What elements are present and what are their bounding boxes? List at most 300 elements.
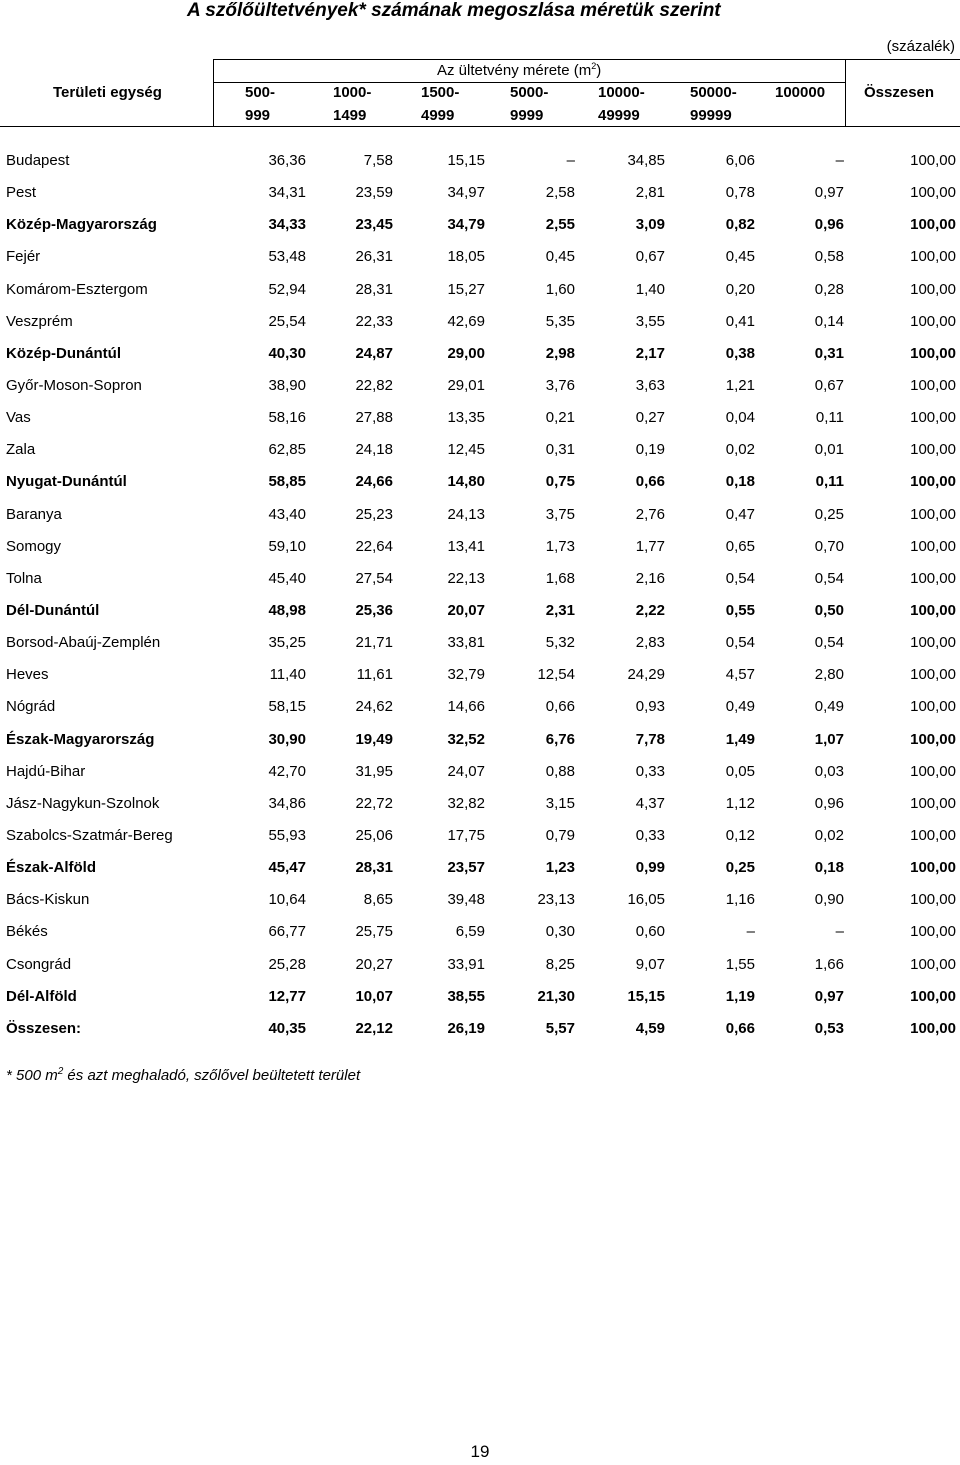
total-cell: 100,00 — [910, 216, 956, 233]
header-top-rule — [213, 59, 960, 60]
table-row — [0, 859, 960, 891]
value-cell: 58,16 — [268, 409, 306, 426]
page-title: A szőlőültetvények* számának megoszlása méretük szerint — [187, 0, 721, 21]
value-cell: 0,41 — [725, 313, 755, 330]
value-cell: 2,58 — [545, 184, 575, 201]
value-cell: 0,60 — [635, 923, 665, 940]
value-cell: 6,76 — [545, 731, 575, 748]
region-name: Komárom-Esztergom — [6, 281, 148, 298]
header-left-rule — [213, 59, 214, 126]
value-cell: 0,03 — [814, 763, 844, 780]
value-cell: 0,96 — [814, 795, 844, 812]
table-row — [0, 891, 960, 923]
total-cell: 100,00 — [910, 731, 956, 748]
value-cell: 23,57 — [447, 859, 485, 876]
value-cell: 0,65 — [725, 538, 755, 555]
value-cell: 1,40 — [635, 281, 665, 298]
value-cell: 24,29 — [627, 666, 665, 683]
value-cell: 35,25 — [268, 634, 306, 651]
value-cell: 0,55 — [725, 602, 755, 619]
value-cell: 24,07 — [447, 763, 485, 780]
value-cell: 0,02 — [814, 827, 844, 844]
total-cell: 100,00 — [910, 988, 956, 1005]
value-cell: 2,81 — [635, 184, 665, 201]
value-cell: 27,88 — [355, 409, 393, 426]
value-cell: 58,85 — [268, 473, 306, 490]
table-row — [0, 281, 960, 313]
value-cell: 0,18 — [725, 473, 755, 490]
value-cell: 1,49 — [725, 731, 755, 748]
value-cell: 30,90 — [268, 731, 306, 748]
value-cell: 0,96 — [814, 216, 844, 233]
table-row — [0, 506, 960, 538]
value-cell: 0,66 — [545, 698, 575, 715]
value-cell: 34,97 — [447, 184, 485, 201]
table-row — [0, 763, 960, 795]
table-row — [0, 409, 960, 441]
value-cell: 0,99 — [635, 859, 665, 876]
value-cell: 3,76 — [545, 377, 575, 394]
value-cell: 0,20 — [725, 281, 755, 298]
value-cell: 33,81 — [447, 634, 485, 651]
size-column-header-bottom: 49999 — [598, 107, 640, 124]
value-cell: 29,00 — [447, 345, 485, 362]
region-name: Pest — [6, 184, 37, 201]
size-column-header-bottom: 99999 — [690, 107, 732, 124]
value-cell: 45,40 — [268, 570, 306, 587]
total-cell: 100,00 — [910, 923, 956, 940]
region-name: Heves — [6, 666, 49, 683]
value-cell: 48,98 — [268, 602, 306, 619]
value-cell: 33,91 — [447, 956, 485, 973]
value-cell: 0,33 — [635, 763, 665, 780]
value-cell: 2,22 — [635, 602, 665, 619]
total-cell: 100,00 — [910, 441, 956, 458]
value-cell: 16,05 — [627, 891, 665, 908]
value-cell: 2,98 — [545, 345, 575, 362]
value-cell: 0,70 — [814, 538, 844, 555]
value-cell: 3,55 — [635, 313, 665, 330]
region-name: Hajdú-Bihar — [6, 763, 86, 780]
value-cell: 24,87 — [355, 345, 393, 362]
value-cell: 0,93 — [635, 698, 665, 715]
value-cell: 22,13 — [447, 570, 485, 587]
value-cell: 6,59 — [455, 923, 485, 940]
value-cell: 3,63 — [635, 377, 665, 394]
value-cell: 20,27 — [355, 956, 393, 973]
value-cell: 24,66 — [355, 473, 393, 490]
table-row — [0, 473, 960, 505]
value-cell: 29,01 — [447, 377, 485, 394]
value-cell: 1,12 — [725, 795, 755, 812]
value-cell: 40,30 — [268, 345, 306, 362]
value-cell: 22,12 — [355, 1020, 393, 1037]
value-cell: 31,95 — [355, 763, 393, 780]
value-cell: 0,50 — [814, 602, 844, 619]
value-cell: 13,35 — [447, 409, 485, 426]
region-name: Bács-Kiskun — [6, 891, 90, 908]
value-cell: 10,07 — [355, 988, 393, 1005]
value-cell: 0,38 — [725, 345, 755, 362]
size-column-header-bottom: 999 — [245, 107, 271, 124]
total-cell: 100,00 — [910, 827, 956, 844]
value-cell: – — [835, 152, 844, 169]
value-cell: 0,33 — [635, 827, 665, 844]
region-name: Dél-Alföld — [6, 988, 77, 1005]
value-cell: 14,80 — [447, 473, 485, 490]
value-cell: – — [746, 923, 755, 940]
total-cell: 100,00 — [910, 763, 956, 780]
value-cell: 25,28 — [268, 956, 306, 973]
region-name: Baranya — [6, 506, 62, 523]
value-cell: 0,66 — [725, 1020, 755, 1037]
value-cell: 25,36 — [355, 602, 393, 619]
value-cell: 0,54 — [725, 570, 755, 587]
value-cell: 58,15 — [268, 698, 306, 715]
value-cell: 2,31 — [545, 602, 575, 619]
total-cell: 100,00 — [910, 570, 956, 587]
value-cell: 23,13 — [537, 891, 575, 908]
value-cell: 0,11 — [815, 409, 844, 426]
value-cell: 12,54 — [537, 666, 575, 683]
value-cell: 9,07 — [635, 956, 665, 973]
total-cell: 100,00 — [910, 634, 956, 651]
value-cell: 0,27 — [635, 409, 665, 426]
value-cell: 0,45 — [545, 248, 575, 265]
value-cell: 62,85 — [268, 441, 306, 458]
table-row — [0, 923, 960, 955]
value-cell: 15,27 — [447, 281, 485, 298]
value-cell: 0,90 — [814, 891, 844, 908]
region-name: Nógrád — [6, 698, 56, 715]
header-mid-rule — [213, 82, 845, 83]
table-row — [0, 698, 960, 730]
table-row — [0, 731, 960, 763]
table-row — [0, 795, 960, 827]
value-cell: 0,49 — [725, 698, 755, 715]
value-cell: 1,23 — [545, 859, 575, 876]
value-cell: 0,58 — [814, 248, 844, 265]
value-cell: 2,17 — [635, 345, 665, 362]
value-cell: 0,75 — [545, 473, 575, 490]
value-cell: 38,90 — [268, 377, 306, 394]
total-cell: 100,00 — [910, 795, 956, 812]
header-bottom-rule — [0, 126, 960, 127]
value-cell: 14,66 — [447, 698, 485, 715]
value-cell: 1,60 — [545, 281, 575, 298]
table-row — [0, 602, 960, 634]
value-cell: 4,57 — [725, 666, 755, 683]
table-row — [0, 570, 960, 602]
value-cell: 23,45 — [355, 216, 393, 233]
value-cell: 0,78 — [725, 184, 755, 201]
size-column-header-top: 10000- — [598, 84, 645, 101]
total-cell: 100,00 — [910, 281, 956, 298]
value-cell: 0,14 — [814, 313, 844, 330]
table-row — [0, 1020, 960, 1052]
value-cell: 0,67 — [814, 377, 844, 394]
region-name: Észak-Magyarország — [6, 731, 155, 748]
table-row — [0, 956, 960, 988]
value-cell: 0,25 — [814, 506, 844, 523]
region-name: Szabolcs-Szatmár-Bereg — [6, 827, 173, 844]
value-cell: 4,59 — [635, 1020, 665, 1037]
size-column-header-top: 500- — [245, 84, 276, 101]
value-cell: 40,35 — [268, 1020, 306, 1037]
value-cell: 0,04 — [725, 409, 755, 426]
value-cell: 53,48 — [268, 248, 306, 265]
total-cell: 100,00 — [910, 409, 956, 426]
value-cell: 7,58 — [363, 152, 393, 169]
value-cell: 0,30 — [545, 923, 575, 940]
value-cell: 22,64 — [355, 538, 393, 555]
value-cell: 0,79 — [545, 827, 575, 844]
table-row — [0, 538, 960, 570]
value-cell: 11,40 — [269, 666, 306, 683]
table-row — [0, 345, 960, 377]
value-cell: 12,77 — [268, 988, 306, 1005]
value-cell: 1,07 — [814, 731, 844, 748]
total-cell: 100,00 — [910, 538, 956, 555]
value-cell: 0,11 — [815, 473, 844, 490]
value-cell: 2,16 — [635, 570, 665, 587]
value-cell: 43,40 — [268, 506, 306, 523]
region-name: Zala — [6, 441, 36, 458]
region-name: Budapest — [6, 152, 70, 169]
total-cell: 100,00 — [910, 891, 956, 908]
value-cell: 1,16 — [725, 891, 755, 908]
value-cell: 2,80 — [814, 666, 844, 683]
value-cell: 25,75 — [355, 923, 393, 940]
value-cell: 0,97 — [814, 184, 844, 201]
total-cell: 100,00 — [910, 506, 956, 523]
region-column-header: Területi egység — [53, 84, 162, 101]
value-cell: 34,31 — [268, 184, 306, 201]
total-cell: 100,00 — [910, 602, 956, 619]
value-cell: 5,57 — [545, 1020, 575, 1037]
region-name: Borsod-Abaúj-Zemplén — [6, 634, 161, 651]
value-cell: 5,35 — [545, 313, 575, 330]
total-cell: 100,00 — [910, 473, 956, 490]
value-cell: 1,77 — [635, 538, 665, 555]
value-cell: 25,54 — [268, 313, 306, 330]
value-cell: 27,54 — [355, 570, 393, 587]
table-row — [0, 441, 960, 473]
value-cell: 1,68 — [545, 570, 575, 587]
size-column-header-top: 1000- — [333, 84, 372, 101]
value-cell: 3,75 — [545, 506, 575, 523]
value-cell: 8,65 — [363, 891, 393, 908]
value-cell: 24,18 — [355, 441, 393, 458]
table-row — [0, 666, 960, 698]
value-cell: 38,55 — [447, 988, 485, 1005]
value-cell: 25,06 — [355, 827, 393, 844]
size-column-header-bottom: 1499 — [333, 107, 367, 124]
region-name: Békés — [6, 923, 48, 940]
value-cell: 32,82 — [447, 795, 485, 812]
value-cell: 39,48 — [447, 891, 485, 908]
region-name: Veszprém — [6, 313, 73, 330]
value-cell: 0,54 — [814, 570, 844, 587]
value-cell: 2,76 — [635, 506, 665, 523]
table-row — [0, 988, 960, 1020]
value-cell: 0,49 — [814, 698, 844, 715]
value-cell: 20,07 — [447, 602, 485, 619]
region-name: Fejér — [6, 248, 41, 265]
value-cell: 45,47 — [268, 859, 306, 876]
value-cell: 0,21 — [545, 409, 575, 426]
value-cell: 55,93 — [268, 827, 306, 844]
total-cell: 100,00 — [910, 248, 956, 265]
table-row — [0, 634, 960, 666]
value-cell: 66,77 — [268, 923, 306, 940]
size-column-header-bottom: 9999 — [510, 107, 544, 124]
value-cell: 17,75 — [447, 827, 485, 844]
value-cell: 0,25 — [725, 859, 755, 876]
value-cell: 6,06 — [725, 152, 755, 169]
value-cell: 28,31 — [355, 859, 393, 876]
value-cell: 1,21 — [725, 377, 755, 394]
header-right-rule — [845, 59, 846, 126]
value-cell: 0,88 — [545, 763, 575, 780]
region-name: Észak-Alföld — [6, 859, 97, 876]
value-cell: 24,62 — [355, 698, 393, 715]
region-name: Győr-Moson-Sopron — [6, 377, 142, 394]
value-cell: – — [835, 923, 844, 940]
region-name: Közép-Dunántúl — [6, 345, 121, 362]
region-name: Nyugat-Dunántúl — [6, 473, 127, 490]
value-cell: 0,31 — [814, 345, 844, 362]
value-cell: 22,33 — [355, 313, 393, 330]
size-column-header-bottom: 4999 — [421, 107, 455, 124]
value-cell: 15,15 — [447, 152, 485, 169]
table-row — [0, 827, 960, 859]
value-cell: 18,05 — [447, 248, 485, 265]
value-cell: 21,71 — [355, 634, 393, 651]
value-cell: 0,82 — [725, 216, 755, 233]
value-cell: 0,47 — [725, 506, 755, 523]
value-cell: 8,25 — [545, 956, 575, 973]
footnote: * 500 $m^2$ és azt meghaladó, szőlővel beültetett terület — [6, 1066, 361, 1084]
region-name: Közép-Magyarország — [6, 216, 157, 233]
value-cell: 22,72 — [355, 795, 393, 812]
value-cell: 32,52 — [447, 731, 485, 748]
total-cell: 100,00 — [910, 698, 956, 715]
value-cell: 28,31 — [355, 281, 393, 298]
value-cell: 21,30 — [537, 988, 575, 1005]
value-cell: – — [566, 152, 575, 169]
value-cell: 19,49 — [355, 731, 393, 748]
region-name: Vas — [6, 409, 31, 426]
value-cell: 0,67 — [635, 248, 665, 265]
value-cell: 34,33 — [268, 216, 306, 233]
value-cell: 24,13 — [447, 506, 485, 523]
value-cell: 1,66 — [814, 956, 844, 973]
table-row — [0, 377, 960, 409]
table-row — [0, 248, 960, 280]
value-cell: 42,70 — [268, 763, 306, 780]
value-cell: 26,31 — [355, 248, 393, 265]
total-cell: 100,00 — [910, 152, 956, 169]
value-cell: 7,78 — [635, 731, 665, 748]
value-cell: 10,64 — [268, 891, 306, 908]
region-name: Jász-Nagykun-Szolnok — [6, 795, 160, 812]
value-cell: 11,61 — [356, 666, 393, 683]
value-cell: 36,36 — [268, 152, 306, 169]
value-cell: 0,18 — [814, 859, 844, 876]
value-cell: 0,45 — [725, 248, 755, 265]
total-cell: 100,00 — [910, 377, 956, 394]
value-cell: 4,37 — [635, 795, 665, 812]
value-cell: 0,05 — [725, 763, 755, 780]
value-cell: 42,69 — [447, 313, 485, 330]
size-group-header: Az ültetvény mérete $(m^2)$ — [437, 61, 602, 79]
table-row — [0, 313, 960, 345]
value-cell: 0,28 — [814, 281, 844, 298]
value-cell: 52,94 — [268, 281, 306, 298]
table-row — [0, 184, 960, 216]
value-cell: 5,32 — [545, 634, 575, 651]
total-cell: 100,00 — [910, 184, 956, 201]
total-cell: 100,00 — [910, 345, 956, 362]
size-column-header-top: 1500- — [421, 84, 460, 101]
value-cell: 1,19 — [725, 988, 755, 1005]
value-cell: 3,15 — [545, 795, 575, 812]
size-column-header-top: 5000- — [510, 84, 549, 101]
region-name: Somogy — [6, 538, 62, 555]
value-cell: 0,19 — [635, 441, 665, 458]
size-column-header-top: 100000 — [775, 84, 826, 101]
value-cell: 0,54 — [814, 634, 844, 651]
region-name: Dél-Dunántúl — [6, 602, 100, 619]
value-cell: 0,31 — [545, 441, 575, 458]
value-cell: 13,41 — [447, 538, 485, 555]
value-cell: 59,10 — [268, 538, 306, 555]
value-cell: 2,55 — [545, 216, 575, 233]
table-row — [0, 152, 960, 184]
page-number: 19 — [470, 1442, 490, 1461]
value-cell: 34,79 — [447, 216, 485, 233]
value-cell: 1,55 — [725, 956, 755, 973]
table-row — [0, 216, 960, 248]
value-cell: 34,86 — [268, 795, 306, 812]
value-cell: 0,66 — [635, 473, 665, 490]
value-cell: 1,73 — [545, 538, 575, 555]
region-name: Tolna — [6, 570, 42, 587]
value-cell: 25,23 — [355, 506, 393, 523]
value-cell: 23,59 — [355, 184, 393, 201]
region-name: Összesen: — [6, 1020, 82, 1037]
value-cell: 34,85 — [627, 152, 665, 169]
value-cell: 0,12 — [725, 827, 755, 844]
value-cell: 0,53 — [814, 1020, 844, 1037]
value-cell: 0,97 — [814, 988, 844, 1005]
total-cell: 100,00 — [910, 313, 956, 330]
value-cell: 0,01 — [814, 441, 844, 458]
total-cell: 100,00 — [910, 666, 956, 683]
region-name: Csongrád — [6, 956, 72, 973]
value-cell: 12,45 — [447, 441, 485, 458]
value-cell: 2,83 — [635, 634, 665, 651]
value-cell: 0,02 — [725, 441, 755, 458]
value-cell: 3,09 — [635, 216, 665, 233]
total-cell: 100,00 — [910, 956, 956, 973]
total-cell: 100,00 — [910, 859, 956, 876]
total-column-header: Összesen — [864, 84, 935, 101]
value-cell: 26,19 — [447, 1020, 485, 1037]
size-column-header-top: 50000- — [690, 84, 737, 101]
value-cell: 15,15 — [627, 988, 665, 1005]
